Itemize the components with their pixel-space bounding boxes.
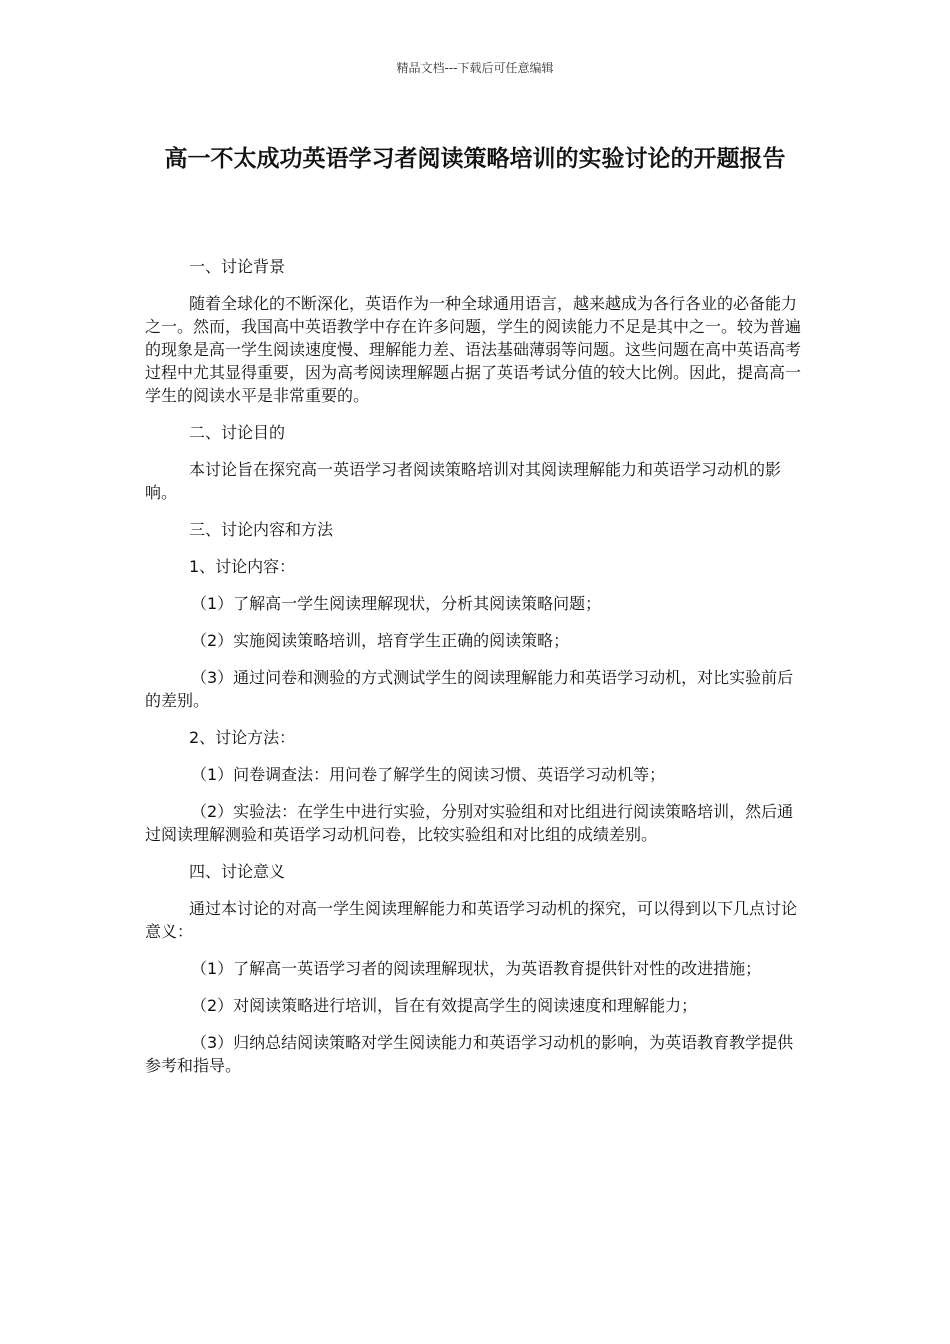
section-heading-background: 一、讨论背景	[189, 257, 286, 276]
section-heading-content-methods: 三、讨论内容和方法	[189, 520, 334, 539]
document-title: 高一不太成功英语学习者阅读策略培训的实验讨论的开题报告	[164, 146, 786, 172]
paragraph-significance: 通过本讨论的对高一学生阅读理解能力和英语学习动机的探究，可以得到以下几点讨论意义：	[145, 899, 798, 941]
list-item: （3）通过问卷和测验的方式测试学生的阅读理解能力和英语学习动机，对比实验前后的差别。	[145, 668, 794, 710]
document-body	[145, 255, 805, 1091]
section-heading-purpose: 二、讨论目的	[189, 423, 286, 442]
list-item: （1）了解高一英语学习者的阅读理解现状，为英语教育提供针对性的改进措施；	[191, 959, 762, 978]
list-item: （2）对阅读策略进行培训，旨在有效提高学生的阅读速度和理解能力；	[191, 996, 698, 1015]
paragraph-background: 随着全球化的不断深化，英语作为一种全球通用语言，越来越成为各行各业的必备能力之一。然而，我国高中英语教学中存在许多问题，学生的阅读能力不足是其中之一。较为普遍的现象是高一学生阅读速度慢、理解能力差、语法基础薄弱等问题。这些问题在高中英语高考过程中尤其显得重要，因为高考阅读理解题占据了英语考试分值的较大比例。因此，提高高一学生的阅读水平是非常重要的。	[145, 294, 802, 405]
header-watermark: 精品文档---下载后可任意编辑	[396, 61, 554, 75]
paragraph-purpose: 本讨论旨在探究高一英语学习者阅读策略培训对其阅读理解能力和英语学习动机的影响。	[145, 460, 782, 502]
subheading-content: 1、讨论内容：	[189, 557, 296, 576]
list-item: （3）归纳总结阅读策略对学生阅读能力和英语学习动机的影响，为英语教育教学提供参考和指导。	[145, 1033, 794, 1075]
list-item: （2）实验法：在学生中进行实验，分别对实验组和对比组进行阅读策略培训，然后通过阅读理解测验和英语学习动机问卷，比较实验组和对比组的成绩差别。	[145, 802, 794, 844]
section-heading-significance: 四、讨论意义	[189, 862, 286, 881]
list-item: （2）实施阅读策略培训，培育学生正确的阅读策略；	[191, 631, 570, 650]
list-item: （1）问卷调查法：用问卷了解学生的阅读习惯、英语学习动机等；	[191, 765, 666, 784]
subheading-methods: 2、讨论方法：	[189, 728, 296, 747]
list-item: （1）了解高一学生阅读理解现状，分析其阅读策略问题；	[191, 594, 602, 613]
